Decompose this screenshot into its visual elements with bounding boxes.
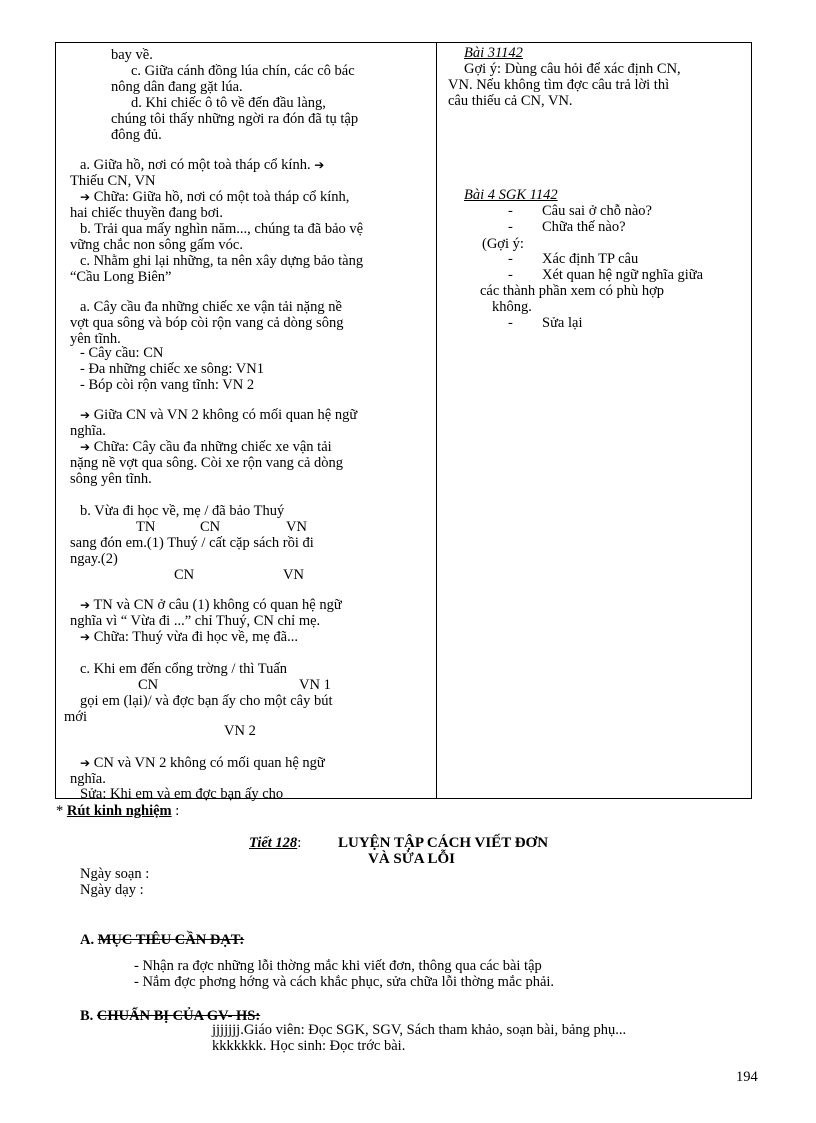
grammar-label: VN [283, 567, 304, 583]
dash-bullet: - [508, 251, 513, 267]
text-line: Chữa thế nào? [542, 219, 626, 235]
text-line: Sửa: Khi em và em đợc bạn ấy cho [80, 786, 284, 802]
dash-bullet: - [508, 203, 513, 219]
arrow-icon: ➔ [80, 440, 91, 454]
text-line: b. Trải qua mấy nghìn năm..., chúng ta đã bảo vệ [80, 221, 364, 237]
text-line: nông dân đang gặt lúa. [111, 79, 243, 95]
text-line: đông đủ. [111, 127, 162, 143]
preparation-item: jjjjjjj.Giáo viên: Đọc SGK, SGV, Sách tham khảo, soạn bài, bảng phụ... [212, 1022, 627, 1038]
text-line: (Gợi ý: [482, 236, 524, 252]
text-line: “Cầu Long Biên” [70, 269, 172, 285]
text-line: VN. Nếu không tìm đợc câu trả lời thì [448, 77, 670, 93]
section-b-heading: B. CHUẨN BỊ CỦA GV- HS: [80, 1008, 261, 1024]
page-number: 194 [736, 1069, 758, 1085]
text-line: bay về. [111, 47, 153, 63]
section-a-heading: A. MỤC TIÊU CẦN ĐẠT: [80, 932, 245, 948]
text-line: a. Giữa hồ, nơi có một toà tháp cổ kính. ➔ [80, 157, 325, 173]
text-line: vững chắc non sông gấm vóc. [70, 237, 243, 253]
text-line: c. Giữa cánh đồng lúa chín, các cô bác [131, 63, 355, 79]
text-line: mới [64, 709, 87, 725]
text-line: ➔ Giữa CN và VN 2 không có mối quan hệ ngữ [80, 407, 358, 423]
arrow-icon: ➔ [314, 158, 325, 172]
lesson-title: VÀ SỬA LỖI [368, 851, 455, 867]
arrow-icon: ➔ [80, 756, 91, 770]
text-line: - Bóp còi rộn vang tĩnh: VN 2 [80, 377, 255, 393]
text-line: ➔ TN và CN ở câu (1) không có quan hệ ngữ [80, 597, 342, 613]
text-line: Gợi ý: Dùng câu hỏi để xác định CN, [464, 61, 681, 77]
note-line: * Rút kinh nghiệm : [56, 803, 180, 819]
date-taught: Ngày dạy : [80, 882, 144, 898]
text-line: sang đón em.(1) Thuý / cất cặp sách rồi đi [70, 535, 314, 551]
text-line: Sửa lại [542, 315, 583, 331]
text-line: ➔ Chữa: Cây cầu đa những chiếc xe vận tải [80, 439, 332, 455]
objective-item: - Nắm đợc phơng hớng và cách khắc phục, sửa chữa lỗi thờng mắc phải. [134, 974, 555, 990]
text-line: các thành phần xem có phù hợp [480, 283, 665, 299]
dash-bullet: - [508, 219, 513, 235]
column-divider [436, 43, 437, 798]
text-line: câu thiếu cả CN, VN. [448, 93, 573, 109]
text-line: gọi em (lại)/ và đợc bạn ấy cho một cây bút [80, 693, 333, 709]
text-line: không. [492, 299, 532, 315]
text-line: d. Khi chiếc ô tô về đến đầu làng, [131, 95, 326, 111]
lesson-number: Tiết 128: [249, 835, 302, 851]
grammar-label: CN [138, 677, 159, 693]
text-line: a. Cây cầu đa những chiếc xe vận tải nặng nề [80, 299, 342, 315]
objective-item: - Nhận ra đợc những lỗi thờng mắc khi viết đơn, thông qua các bài tập [134, 958, 542, 974]
text-line: hai chiếc thuyền đang bơi. [70, 205, 224, 221]
grammar-label: VN [286, 519, 307, 535]
lesson-table [55, 42, 752, 802]
grammar-label: CN [174, 567, 195, 583]
text-line: nặng nề vợt qua sông. Còi xe rộn vang cả dòng [70, 455, 344, 471]
dash-bullet: - [508, 315, 513, 331]
text-line: ➔ CN và VN 2 không có mối quan hệ ngữ [80, 755, 325, 771]
grammar-label: CN [200, 519, 221, 535]
text-line: ngay.(2) [70, 551, 118, 567]
text-line: chúng tôi thấy những ngời ra đón đã tụ tập [111, 111, 359, 127]
text-line: ➔ Chữa: Thuý vừa đi học về, mẹ đã... [80, 629, 298, 645]
text-line: ➔ Chữa: Giữa hồ, nơi có một toà tháp cổ kính, [80, 189, 350, 205]
text-line: Câu sai ở chỗ nào? [542, 203, 652, 219]
text-line: c. Nhằm ghi lại những, ta nên xây dựng bảo tàng [80, 253, 364, 269]
exercise-heading: Bài 4 SGK 1142 [464, 187, 558, 203]
text-line: nghĩa. [70, 771, 106, 787]
arrow-icon: ➔ [80, 190, 91, 204]
grammar-label: VN 1 [299, 677, 331, 693]
text-line: sông yên tĩnh. [70, 471, 152, 487]
arrow-icon: ➔ [80, 598, 91, 612]
text-line: nghĩa vì “ Vừa đi ...” chỉ Thuý, CN chỉ mẹ. [70, 613, 321, 629]
text-line: vợt qua sông và bóp còi rộn vang cả dòng sông [70, 315, 344, 331]
arrow-icon: ➔ [80, 630, 91, 644]
text-line: yên tĩnh. [70, 331, 121, 347]
exercise-heading: Bài 31142 [464, 45, 523, 61]
dash-bullet: - [508, 267, 513, 283]
text-line: - Cây cầu: CN [80, 345, 164, 361]
text-line: Xét quan hệ ngữ nghĩa giữa [542, 267, 704, 283]
text-line: nghĩa. [70, 423, 106, 439]
grammar-label: TN [136, 519, 156, 535]
lesson-title: LUYỆN TẬP CÁCH VIẾT ĐƠN [338, 835, 549, 851]
text-line: Xác định TP câu [542, 251, 639, 267]
text-line: b. Vừa đi học về, mẹ / đã bảo Thuý [80, 503, 285, 519]
text-line: c. Khi em đến cổng trờng / thì Tuấn [80, 661, 288, 677]
arrow-icon: ➔ [80, 408, 91, 422]
text-line: - Đa những chiếc xe sông: VN1 [80, 361, 264, 377]
grammar-label: VN 2 [224, 723, 256, 739]
preparation-item: kkkkkkk. Học sinh: Đọc trớc bài. [212, 1038, 406, 1054]
date-prepared: Ngày soạn : [80, 866, 150, 882]
text-line: Thiếu CN, VN [70, 173, 156, 189]
